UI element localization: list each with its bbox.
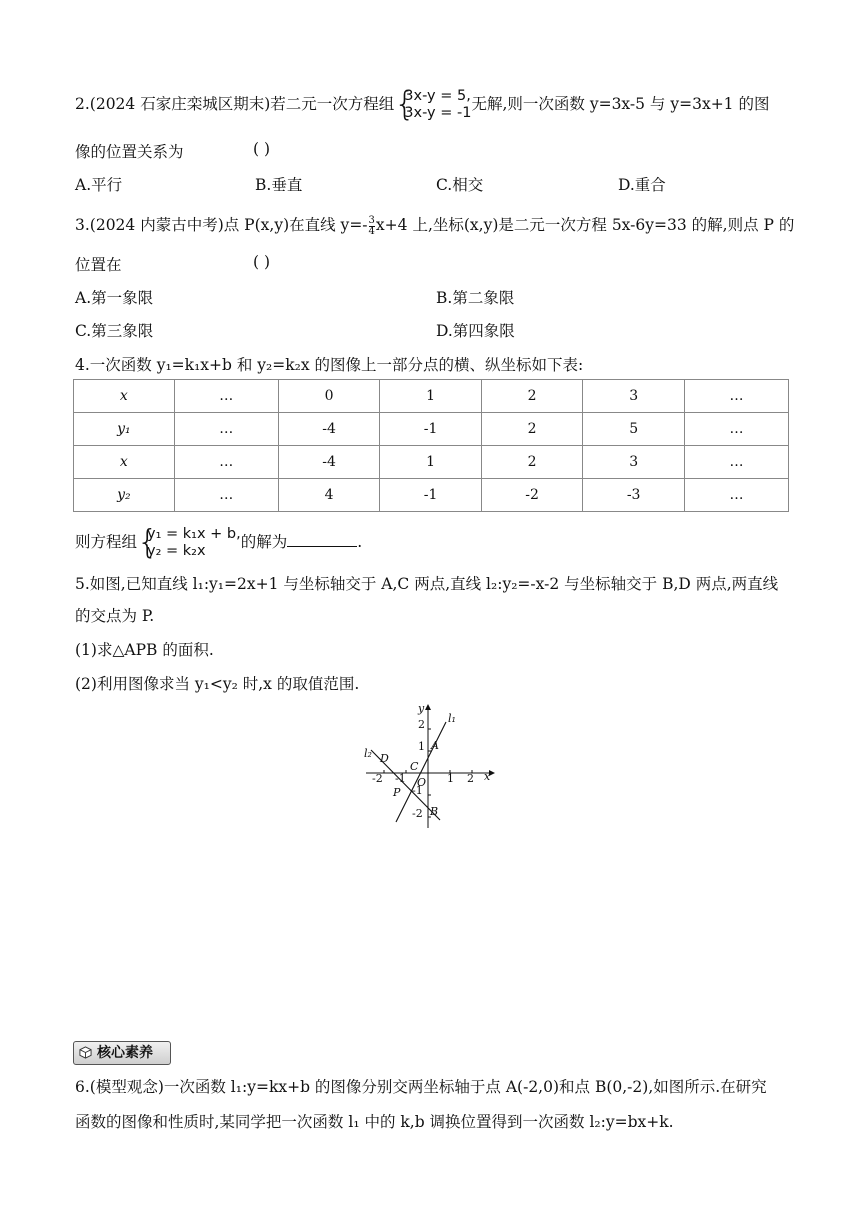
q6-line2: 函数的图像和性质时,某同学把一次函数 l₁ 中的 k,b 调换位置得到一次函数 l₂:y=bx+k. [75, 1113, 674, 1131]
q2-line1 [75, 84, 770, 123]
q2-suffix: 无解,则一次函数 y=3x-5 与 y=3x+1 的图 [471, 95, 770, 113]
table-cell: x [74, 446, 175, 479]
table-cell: -4 [278, 446, 380, 479]
q4-answer-prefix: 则方程组 [75, 533, 138, 551]
table-cell: 1 [380, 446, 482, 479]
q3-line2-text: 位置在 [75, 256, 122, 274]
q2-answer-paren: ( ) [253, 140, 271, 158]
table-cell: -1 [380, 479, 482, 512]
y-tick-label: 1 [418, 740, 425, 753]
x-tick-label: -1 [395, 772, 406, 785]
table-cell: 2 [481, 380, 583, 413]
q4-answer-suffix: 的解为 [240, 533, 288, 551]
q3-fraction [369, 216, 375, 237]
q4-answer-blank[interactable] [287, 534, 357, 547]
table-cell: 0 [278, 380, 380, 413]
table-cell: 3 [583, 446, 685, 479]
table-cell: … [174, 479, 278, 512]
q3-line2 [75, 253, 122, 275]
q4-eq1: y₁ = k₁x + b, [147, 526, 241, 542]
table-cell: -1 [380, 413, 482, 446]
table-cell: y₁ [74, 413, 175, 446]
q2-brace: { [394, 84, 416, 123]
q5-line1: 5.如图,已知直线 l₁:y₁=2x+1 与坐标轴交于 A,C 两点,直线 l₂:y₂=-x-2 与坐标轴交于 B,D 两点,两直线 [75, 575, 779, 593]
q2-option-a[interactable]: A.平行 [75, 176, 123, 194]
q3-option-c[interactable]: C.第三象限 [75, 322, 154, 340]
q4-answer-end: . [357, 533, 363, 551]
q2-line2-text: 像的位置关系为 [75, 143, 184, 161]
q3-option-b[interactable]: B.第二象限 [436, 289, 515, 307]
table-cell: -2 [481, 479, 583, 512]
q2-line2 [75, 140, 184, 162]
section-badge-label: 核心素养 [97, 1045, 153, 1061]
table-row [74, 446, 789, 479]
q4-equation-system [137, 522, 241, 561]
table-row [74, 380, 789, 413]
q6-line1: 6.(模型观念)一次函数 l₁:y=kx+b 的图像分别交两坐标轴于点 A(-2,0)和点 B(0,-2),如图所示.在研究 [75, 1078, 767, 1096]
q3-option-d[interactable]: D.第四象限 [436, 322, 515, 340]
cube-icon [79, 1046, 92, 1059]
table-row [74, 413, 789, 446]
q4-table [73, 379, 789, 512]
q2-prefix: 2.(2024 石家庄栾城区期末)若二元一次方程组 [75, 95, 395, 113]
q3-line1 [75, 213, 794, 237]
table-cell: … [684, 413, 788, 446]
q4-eq2: y₂ = k₂x [147, 543, 206, 559]
q5-part2: (2)利用图像求当 y₁<y₂ 时,x 的取值范围. [75, 675, 360, 693]
q2-eq2: 3x-y = -1 [404, 105, 472, 121]
point-p-label: P [393, 786, 401, 799]
q5-line2: 的交点为 P. [75, 607, 155, 625]
table-cell: -3 [583, 479, 685, 512]
table-cell: … [174, 446, 278, 479]
q2-option-d[interactable]: D.重合 [618, 176, 666, 194]
q4-text: 4.一次函数 y₁=k₁x+b 和 y₂=k₂x 的图像上一部分点的横、纵坐标如下表: [75, 356, 584, 374]
x-tick-label: 1 [447, 772, 454, 785]
table-cell: 2 [481, 446, 583, 479]
table-cell: -4 [278, 413, 380, 446]
y-tick-label: -2 [412, 807, 423, 820]
q3-frac-den: 4 [368, 225, 375, 237]
axis-x-label: x [484, 770, 491, 783]
q2-equation-system [394, 84, 472, 123]
q5-part1: (1)求△APB 的面积. [75, 641, 214, 659]
q2-option-c[interactable]: C.相交 [436, 176, 484, 194]
q2-option-b[interactable]: B.垂直 [255, 176, 303, 194]
point-c-label: C [410, 760, 419, 773]
table-row [74, 479, 789, 512]
l1-label: l₁ [448, 712, 456, 725]
x-tick-label: 2 [467, 772, 474, 785]
q3-prefix: 3.(2024 内蒙古中考)点 P(x,y)在直线 y=- [75, 216, 368, 234]
section-badge [73, 1041, 171, 1065]
point-a-label: A [431, 739, 439, 752]
q2-eq1: 3x-y = 5, [404, 88, 471, 104]
table-cell: 1 [380, 380, 482, 413]
y-tick-label: 2 [418, 718, 425, 731]
q3-option-a[interactable]: A.第一象限 [75, 289, 154, 307]
q4-brace: { [137, 522, 159, 561]
axis-y-label: y [418, 702, 425, 715]
origin-label: O [417, 776, 427, 789]
y-tick-label: -1 [412, 784, 423, 797]
table-cell: x [74, 380, 175, 413]
table-cell: … [684, 380, 788, 413]
l2-label: l₂ [364, 747, 372, 760]
table-cell: y₂ [74, 479, 175, 512]
q3-suffix: x+4 上,坐标(x,y)是二元一次方程 5x-6y=33 的解,则点 P 的 [375, 216, 795, 234]
q4-answer-line [75, 522, 363, 561]
table-cell: … [174, 413, 278, 446]
table-cell: … [684, 479, 788, 512]
table-cell: 3 [583, 380, 685, 413]
table-cell: 2 [481, 413, 583, 446]
q3-answer-paren: ( ) [253, 253, 271, 271]
table-cell: … [684, 446, 788, 479]
table-cell: 5 [583, 413, 685, 446]
x-tick-label: -2 [372, 772, 383, 785]
q5-graph [358, 700, 508, 830]
point-b-label: B [430, 805, 439, 818]
point-d-label: D [380, 752, 389, 765]
q3-frac-num: 3 [368, 214, 375, 226]
table-cell: 4 [278, 479, 380, 512]
table-cell: … [174, 380, 278, 413]
